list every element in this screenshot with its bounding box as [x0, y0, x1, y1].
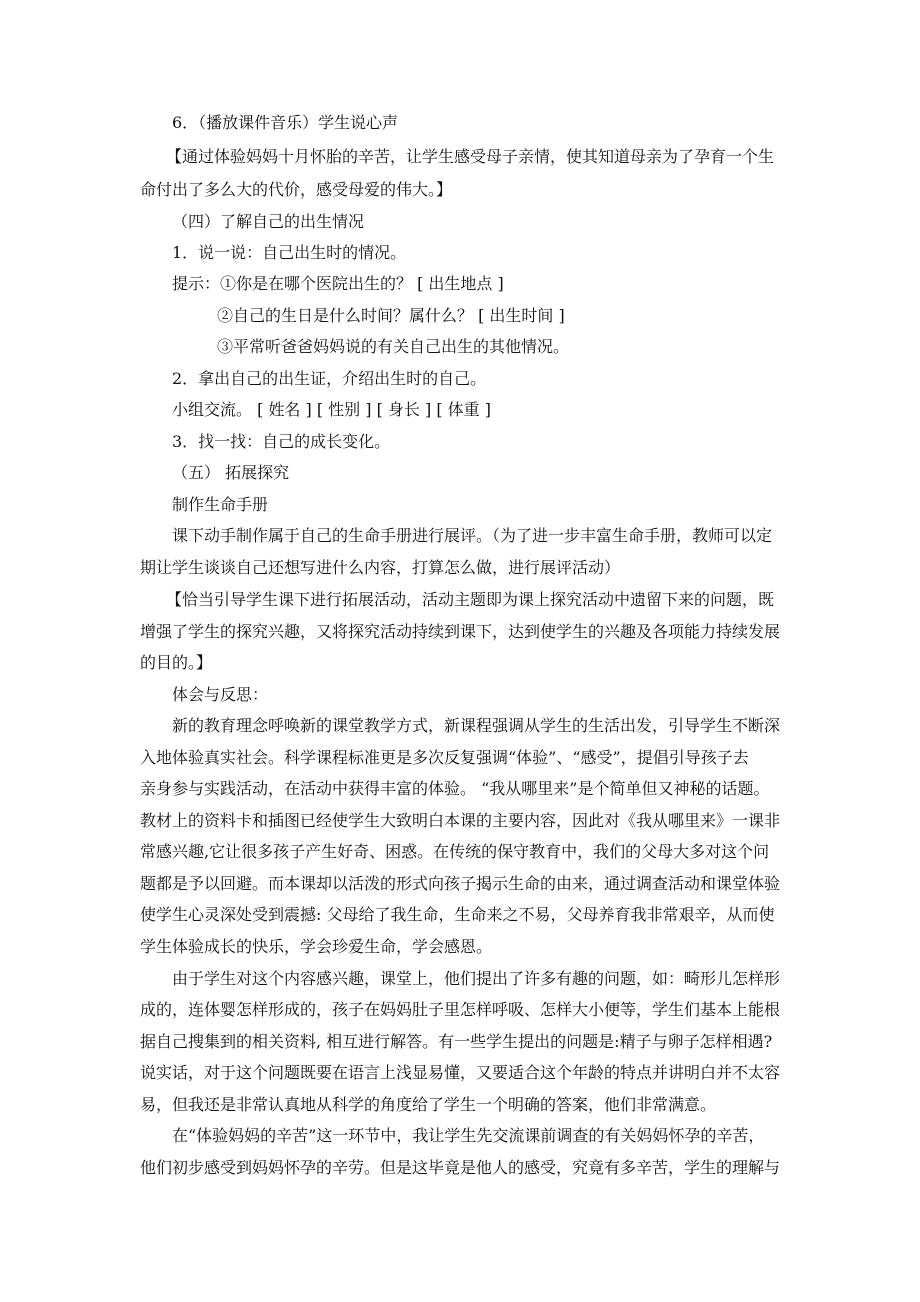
text-line-18: 的目的。】 — [140, 653, 213, 672]
text-line-27: 学生体验成长的快乐，学会珍爱生命，学会感恩。 — [140, 937, 493, 956]
text-line-14: 课下动手制作属于自己的生命手册进行展评。（为了进一步丰富生命手册，教师可以定 — [172, 526, 773, 545]
text-line-34: 他们初步感受到妈妈怀孕的辛劳。但是这毕竟是他人的感受，究竟有多辛苦，学生的理解与 — [140, 1158, 781, 1177]
text-line-6: 提示：①你是在哪个医院出生的？ [ 出生地点 ] — [172, 274, 504, 293]
text-line-32: 易，但我还是非常认真地从科学的角度给了学生一个明确的答案，他们非常满意。 — [140, 1095, 717, 1114]
text-line-15: 期让学生谈谈自己还想写进什么内容，打算怎么做，进行展评活动） — [140, 558, 621, 577]
text-line-31: 说实话，对于这个问题既要在语言上浅显易懂，又要适合这个年龄的特点并讲明白并不太容 — [140, 1063, 781, 1082]
text-line-28: 由于学生对这个内容感兴趣，课堂上，他们提出了许多有趣的问题，如：畸形儿怎样形 — [172, 969, 781, 988]
text-line-23: 教材上的资料卡和插图已经使学生大致明白本课的主要内容，因此对《我从哪里来》一课非 — [140, 811, 781, 830]
text-line-30: 据自己搜集到的相关资料, 相互进行解答。有一些学生提出的问题是:精子与卵子怎样相遇? — [140, 1032, 773, 1051]
text-line-19: 体会与反思： — [172, 685, 269, 704]
section-heading-4: （四）了解自己的出生情况 — [172, 212, 365, 231]
text-line-24: 常感兴趣,它让很多孩子产生好奇、困惑。在传统的保守教育中，我们的父母大多对这个问 — [140, 842, 770, 861]
text-line-5: 1．说一说：自己出生时的情况。 — [172, 243, 407, 262]
text-line-26: 使学生心灵深处受到震撼: 父母给了我生命，生命来之不易，父母养育我非常艰辛，从而使 — [140, 905, 775, 924]
text-line-21: 入地体验真实社会。科学课程标准更是多次反复强调“体验”、“感受”，提倡引导孩子去 — [140, 748, 749, 767]
text-line-9: 2．拿出自己的出生证，介绍出生时的自己。 — [172, 369, 487, 388]
section-heading-5: （五） 拓展探究 — [172, 463, 290, 482]
text-line-22: 亲身参与实践活动，在活动中获得丰富的体验。 “我从哪里来”是个简单但又神秘的话题。 — [140, 779, 770, 798]
text-line-2: 【通过体验妈妈十月怀胎的辛苦，让学生感受母子亲情，使其知道母亲为了孕育一个生 — [166, 147, 775, 166]
text-line-1: 6．（播放课件音乐）学生说心声 — [172, 113, 399, 132]
text-line-10: 小组交流。 [ 姓名 ] [ 性别 ] [ 身长 ] [ 体重 ] — [172, 400, 491, 419]
text-line-33: 在“体验妈妈的辛苦”这一环节中，我让学生先交流课前调查的有关妈妈怀孕的辛苦， — [172, 1126, 765, 1145]
text-line-3: 命付出了多么大的代价，感受母爱的伟大。】 — [140, 180, 453, 199]
text-line-11: 3．找一找：自己的成长变化。 — [172, 432, 391, 451]
text-line-20: 新的教育理念呼唤新的课堂教学方式，新课程强调从学生的生活出发，引导学生不断深 — [172, 716, 781, 735]
text-line-13: 制作生命手册 — [172, 495, 269, 514]
text-line-29: 成的，连体婴怎样形成的，孩子在妈妈肚子里怎样呼吸、怎样大小便等，学生们基本上能根 — [140, 1000, 781, 1019]
text-line-16: 【恰当引导学生课下进行拓展活动，活动主题即为课上探究活动中遗留下来的问题，既 — [166, 590, 775, 609]
text-line-7: ②自己的生日是什么时间？属什么？ [ 出生时间 ] — [217, 306, 565, 325]
text-line-25: 题都是予以回避。而本课却以活泼的形式向孩子揭示生命的由来，通过调查活动和课堂体验 — [140, 874, 781, 893]
text-line-17: 增强了学生的探究兴趣，又将探究活动持续到课下，达到使学生的兴趣及各项能力持续发展 — [140, 622, 781, 641]
text-line-8: ③平常听爸爸妈妈说的有关自己出生的其他情况。 — [217, 337, 570, 356]
